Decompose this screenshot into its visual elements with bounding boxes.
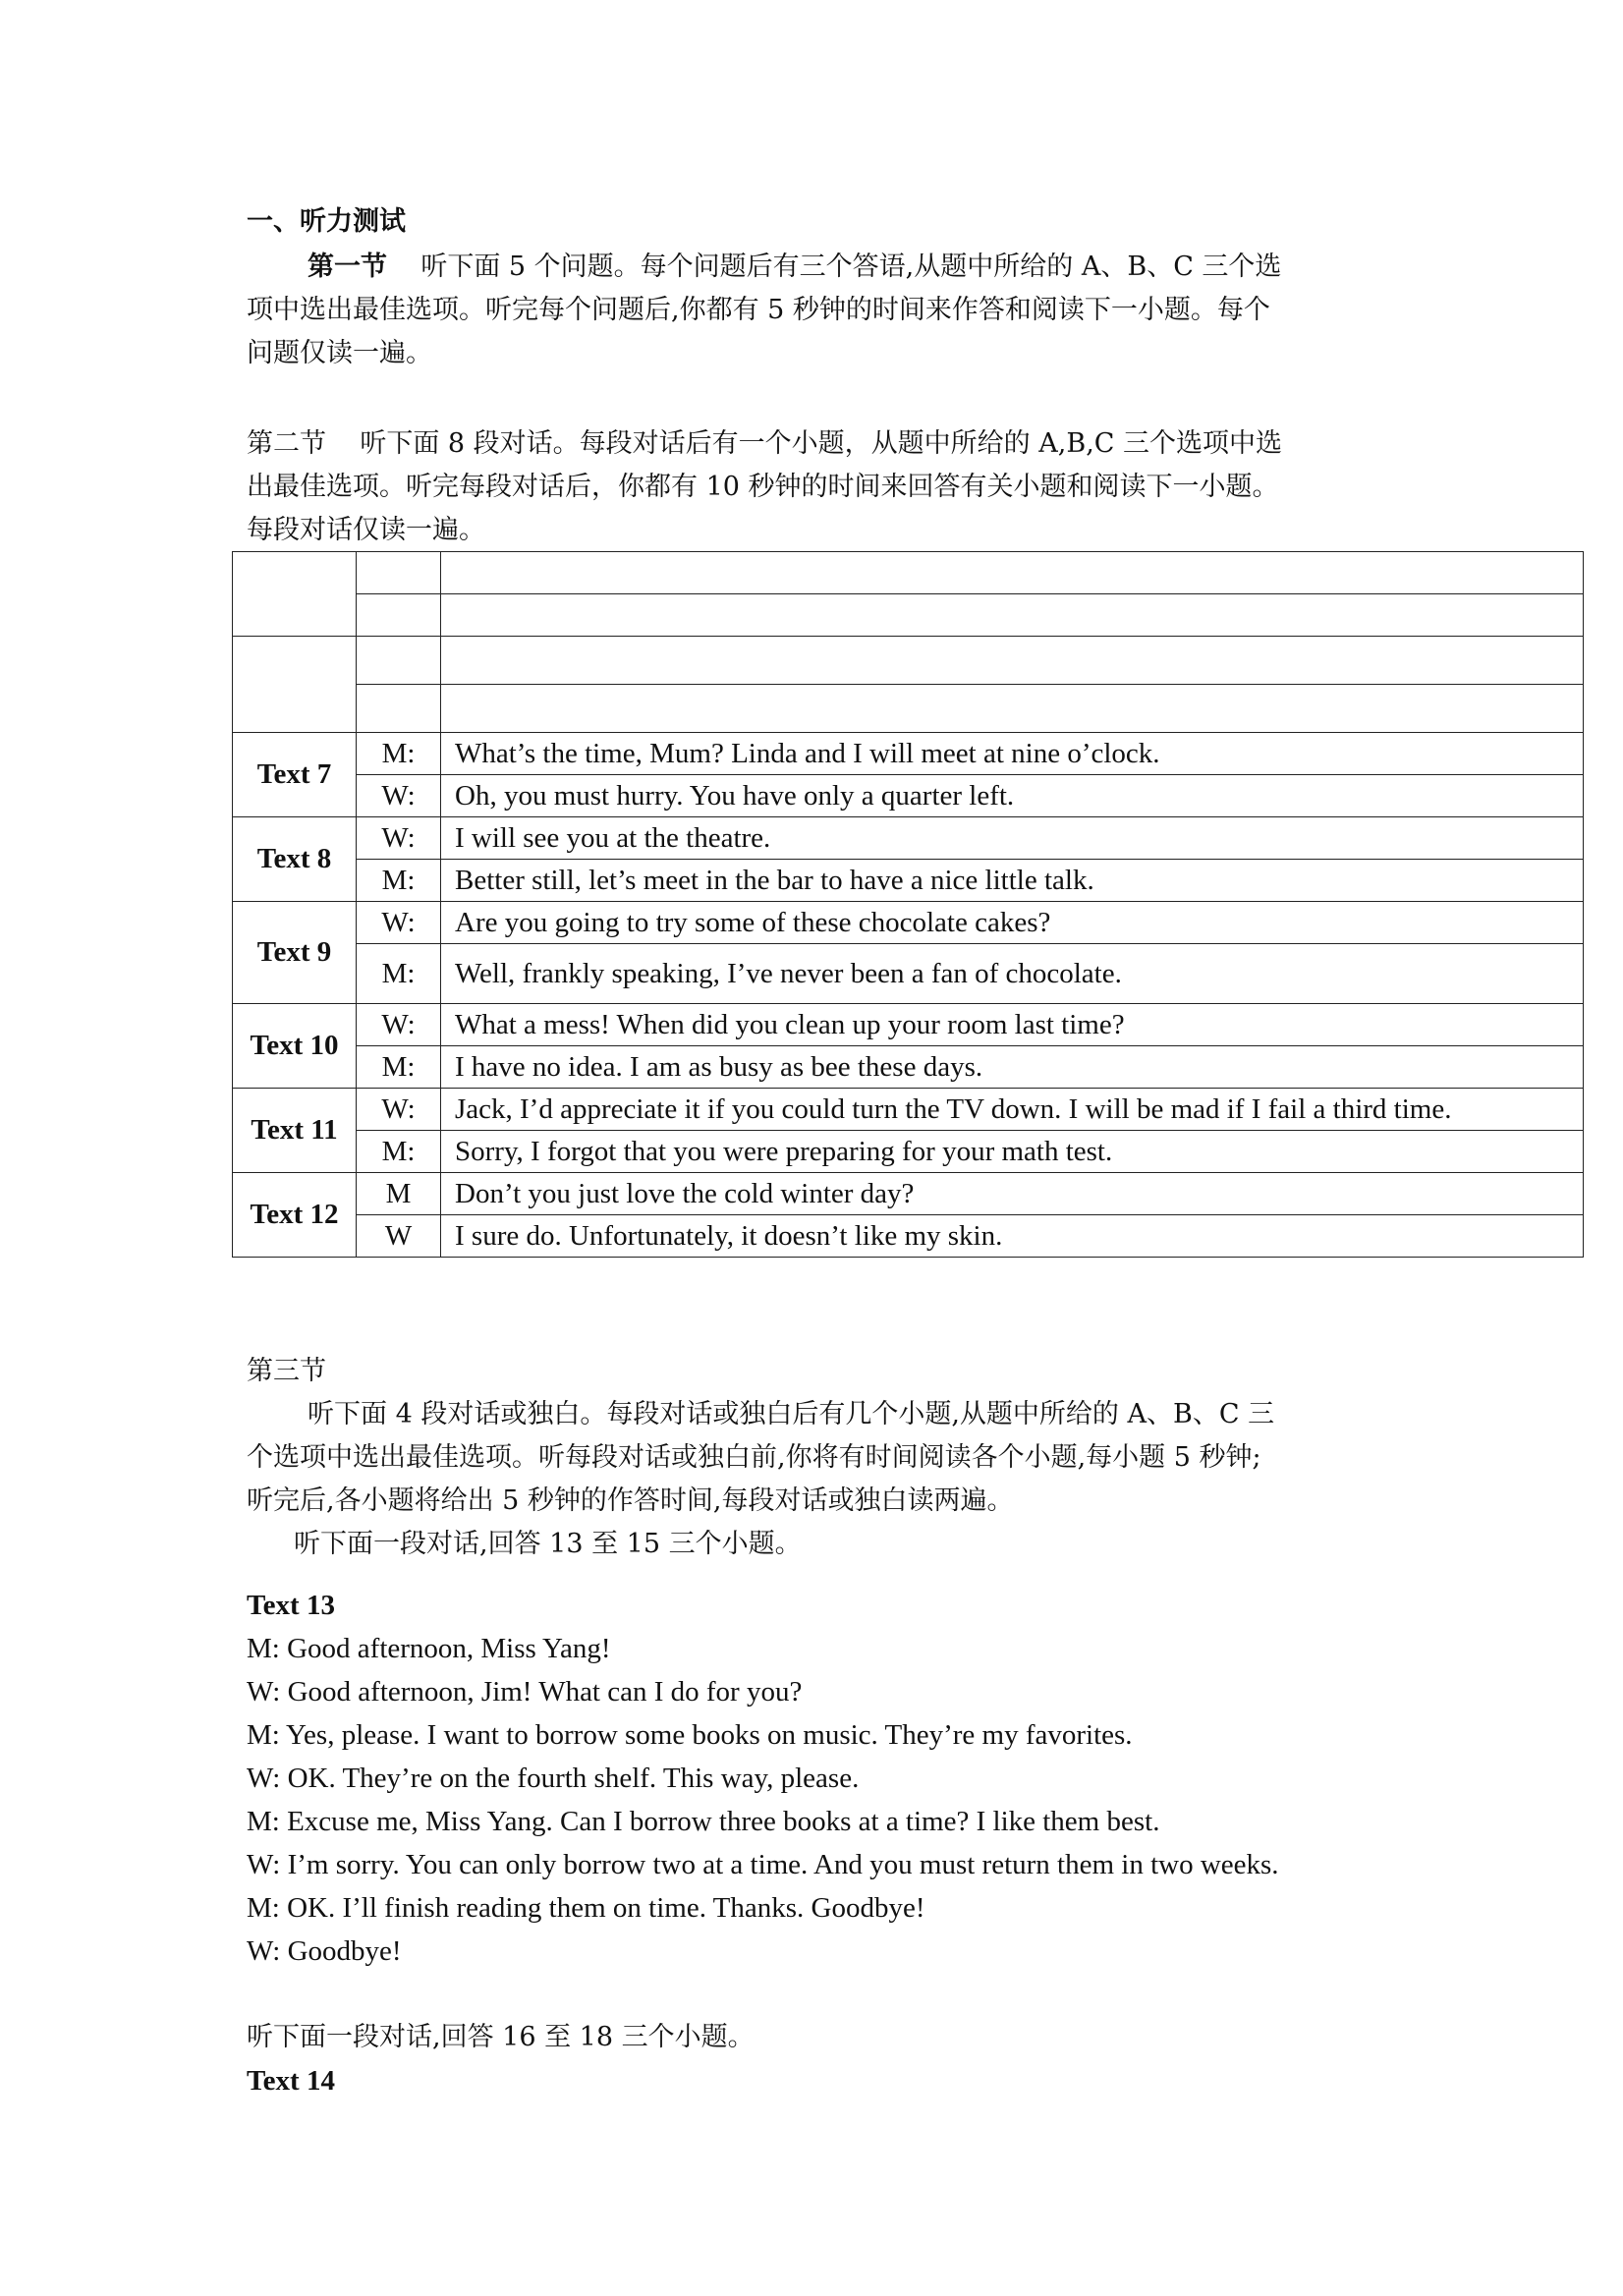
table-row bbox=[233, 944, 1584, 1004]
text-label: Text 8 bbox=[233, 817, 357, 902]
speaker: W: bbox=[357, 1004, 441, 1046]
dialogue-table bbox=[232, 551, 1584, 1258]
table-row bbox=[233, 1215, 1584, 1258]
table-row bbox=[233, 1004, 1584, 1046]
dialogue-line: Sorry, I forgot that you were preparing for your math test. bbox=[441, 1131, 1584, 1173]
section2-label: 第二节 bbox=[247, 428, 326, 459]
text13-line: M: Good afternoon, Miss Yang! bbox=[247, 1633, 611, 1664]
text13-line: W: Good afternoon, Jim! What can I do for you? bbox=[247, 1676, 803, 1708]
speaker: M: bbox=[357, 944, 441, 1004]
dialogue-line: Jack, I’d appreciate it if you could turn the TV down. I will be mad if I fail a third time. bbox=[441, 1089, 1584, 1131]
dialogue-line: I will see you at the theatre. bbox=[441, 817, 1584, 860]
intro-text14: 听下面一段对话,回答 16 至 18 三个小题。 bbox=[247, 2022, 755, 2052]
table-row bbox=[233, 860, 1584, 902]
dialogue-line: Well, frankly speaking, I’ve never been a fan of chocolate. bbox=[441, 944, 1584, 1004]
text13-line: W: OK. They’re on the fourth shelf. This way, please. bbox=[247, 1763, 860, 1794]
section3-line-2: 个选项中选出最佳选项。听每段对话或独白前,你将有时间阅读各个小题,每小题 5 秒钟; bbox=[247, 1442, 1261, 1473]
speaker: M: bbox=[357, 733, 441, 775]
dialogue-line: What a mess! When did you clean up your room last time? bbox=[441, 1004, 1584, 1046]
speaker: M: bbox=[357, 860, 441, 902]
section3-paragraph bbox=[247, 1393, 1274, 1566]
section1-label: 第一节 bbox=[308, 252, 387, 282]
speaker: W: bbox=[357, 817, 441, 860]
section1-line-1: 听下面 5 个问题。每个问题后有三个答语,从题中所给的 A、B、C 三个选 bbox=[420, 252, 1282, 282]
text13-line: M: Yes, please. I want to borrow some books on music. They’re my favorites. bbox=[247, 1719, 1133, 1751]
table-row bbox=[233, 1173, 1584, 1215]
section3-label: 第三节 bbox=[247, 1356, 326, 1386]
text14-title: Text 14 bbox=[247, 2065, 335, 2097]
section2-line-3: 每段对话仅读一遍。 bbox=[247, 515, 485, 545]
dialogue-line: What’s the time, Mum? Linda and I will meet at nine o’clock. bbox=[441, 733, 1584, 775]
empty-cell bbox=[441, 594, 1584, 637]
dialogue-line: Better still, let’s meet in the bar to have a nice little talk. bbox=[441, 860, 1584, 902]
text13-line: M: Excuse me, Miss Yang. Can I borrow three books at a time? I like them best. bbox=[247, 1806, 1160, 1837]
speaker: M: bbox=[357, 1046, 441, 1089]
empty-cell bbox=[441, 685, 1584, 733]
text-label: Text 9 bbox=[233, 902, 357, 1004]
dialogue-line: I sure do. Unfortunately, it doesn’t like my skin. bbox=[441, 1215, 1584, 1258]
speaker: W: bbox=[357, 902, 441, 944]
empty-cell bbox=[441, 637, 1584, 685]
section2-paragraph bbox=[247, 422, 1282, 552]
text-label: Text 10 bbox=[233, 1004, 357, 1089]
empty-cell bbox=[357, 685, 441, 733]
section3-line-3: 听完后,各小题将给出 5 秒钟的作答时间,每段对话或独白读两遍。 bbox=[247, 1485, 1014, 1516]
section1-line-3: 问题仅读一遍。 bbox=[247, 338, 432, 368]
text13-title: Text 13 bbox=[247, 1590, 335, 1621]
empty-cell bbox=[357, 637, 441, 685]
table-row bbox=[233, 1131, 1584, 1173]
section2-line-1: 听下面 8 段对话。每段对话后有一个小题，从题中所给的 A,B,C 三个选项中选 bbox=[360, 428, 1283, 459]
speaker: W: bbox=[357, 1089, 441, 1131]
table-row bbox=[233, 902, 1584, 944]
speaker: M: bbox=[357, 1131, 441, 1173]
table-row bbox=[233, 775, 1584, 817]
empty-cell bbox=[357, 552, 441, 594]
section1-paragraph bbox=[247, 246, 1281, 375]
text-label: Text 7 bbox=[233, 733, 357, 817]
text-label: Text 12 bbox=[233, 1173, 357, 1258]
table-row bbox=[233, 1089, 1584, 1131]
speaker: W bbox=[357, 1215, 441, 1258]
text13-line: W: Goodbye! bbox=[247, 1935, 402, 1967]
heading-listening-test: 一、听力测试 bbox=[247, 206, 406, 237]
speaker: M bbox=[357, 1173, 441, 1215]
dialogue-line: I have no idea. I am as busy as bee these days. bbox=[441, 1046, 1584, 1089]
empty-cell bbox=[357, 594, 441, 637]
text13-line: W: I’m sorry. You can only borrow two at a time. And you must return them in two weeks. bbox=[247, 1849, 1279, 1880]
empty-cell bbox=[233, 637, 357, 733]
section1-line-2: 项中选出最佳选项。听完每个问题后,你都有 5 秒钟的时间来作答和阅读下一小题。每个 bbox=[247, 295, 1270, 325]
text13-line: M: OK. I’ll finish reading them on time. Thanks. Goodbye! bbox=[247, 1892, 925, 1924]
text-label: Text 11 bbox=[233, 1089, 357, 1173]
section2-line-2: 出最佳选项。听完每段对话后，你都有 10 秒钟的时间来回答有关小题和阅读下一小题。 bbox=[247, 472, 1279, 502]
table-row bbox=[233, 817, 1584, 860]
dialogue-line: Don’t you just love the cold winter day? bbox=[441, 1173, 1584, 1215]
dialogue-line: Are you going to try some of these chocolate cakes? bbox=[441, 902, 1584, 944]
dialogue-line: Oh, you must hurry. You have only a quarter left. bbox=[441, 775, 1584, 817]
intro-text13: 听下面一段对话,回答 13 至 15 三个小题。 bbox=[294, 1529, 802, 1559]
empty-cell bbox=[233, 552, 357, 637]
section3-line-1: 听下面 4 段对话或独白。每段对话或独白后有几个小题,从题中所给的 A、B、C 三 bbox=[308, 1399, 1275, 1429]
table-row bbox=[233, 1046, 1584, 1089]
speaker: W: bbox=[357, 775, 441, 817]
empty-cell bbox=[441, 552, 1584, 594]
table-row bbox=[233, 733, 1584, 775]
